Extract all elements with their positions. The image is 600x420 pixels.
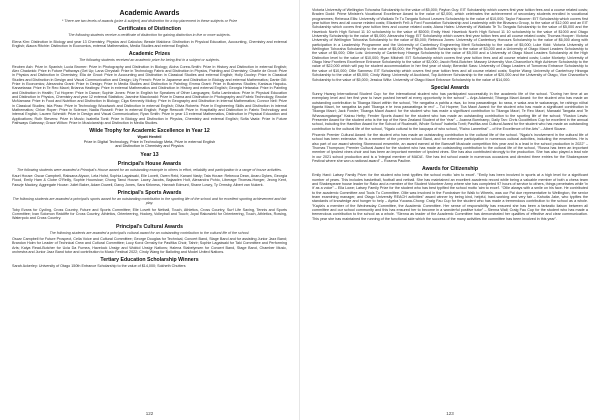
- awards-levels-note: * There are two levels of awards (prize & subject) and distinction for a top placement in these subjects or Prize: [61, 19, 238, 23]
- principals-cultural-text: Oscar Campbell for Future Prospect, Celia Voice and Cultural Committee; George Douglas for Technical, Concert Band, Stage Band and for assisting Junior Jazz Band; Brandon Holm for Leader of Technical Crew and Cultural Committee; Lucy Koroi Ormsby for Pasifika Choir, Tahrir; Sophie Lagaiwaki for Taki Committee and Performing Arts; Kaiya Read-Butcher for Ucia Da Fumea, Havelock Unsigr and Woktol Unsigr Nations; Halena Stabelynsen for Concert Band, Stage Band, Chamber Music, orchestra and Junior Jazz Band tutor and contribution to Music Festival 2022; Cindy Wang for Balloting and Model United Nations.: [12, 236, 287, 254]
- distinction-heading: Certificates of Distinction: [118, 26, 181, 33]
- page-number-right: 123: [446, 411, 454, 416]
- wilde-trophy-heading: Wilde Trophy for Academic Excellence in Year 12: [89, 128, 210, 135]
- wilde-trophy-winner: Wyatt Henfeil: [137, 135, 162, 140]
- principals-house-text: Kauri House: Oscar Campbell, Raksana Alyson, Lela Holst, Sophia Lagaiwaki, Elle Lovett, Owen Reid, Kanani Vasty; Tata House: Rebecca Dean, Anaru Dykes, Georgia Flood, Emily Ham & Clobe O'Reilly, Sophie Hounslow; Chong Tanui House: Lacey Jacobs, Bajaaden Holt, Alexandra Pohio, Liberage Thomas-Honger, Jeong Kent, Fawzje Mackey, Aggregate House: Juliet Baker, Adam Dowell, Darcy Jones, Sara Kirkness, Hannah Edmunt, Shane Lowry, Ty Ormsby, Albert van Nukerk.: [12, 173, 287, 187]
- distinction-text: Elena Kim: Distinction in Biology and year 13 Chemistry, Physics and Calculus; Bessie Maldonz: Distinction in Physical Education, Accounting, Chemistry and external English; Alaura Ritchie: Distinction in Economics, external Mathematics, Media Studies and external English.: [12, 39, 287, 48]
- principals-house-intro: The following students were awarded a Principal's House award for an outstanding example to others in effort, reliability and participation in a range of house activities.: [17, 167, 282, 172]
- tertiary-text: Sarah Ackerley: University of Otago 150th Entrance Scholarship to the value of $14,000; Sokheth Chutters: [12, 264, 186, 269]
- principals-cultural-heading: Principal's Cultural Awards: [116, 223, 183, 230]
- principals-house-heading: Principal's House Awards: [117, 160, 182, 167]
- special-awards-text: Sunny Hwang International Student Cup: for the international student who has participated successfully in the academic life of the school. "During her time at an exemplary level and her first year to have pushed herself at every opportunity in the school" – Anja Adamski; Tihanga Maori Award: for the student who has made an outstanding contribution to Tikanga Maori within the school, "He rangatira a pahita a riwa, ko inna pawaratinga: ko rawa, e waka ana te wakaranga, he rahingo nōhai tiganta Maori, he rangatira ka pahi Tikanga e te inna pawaratinga te reo" – Tui Hopere; Toa Maori Award: for the student who has made a significant contribution in Tikanga Maori; Jack Fowler; Tikanga Maori Award: for the student who has made a significant contribution to Tikanga Maori, Te Reo Maori, Manaaki Tangata and Te Whanaungatanga" Kairau Hefty; Fender Sports Award for the student who has made an outstanding contribution to the sporting life of the school; "Ruston Lewis: Presenter Award for the student who is the top of the New Zealand Student of the Year" – Joanna Burnhamp, Daily Tan: Chris Goodfellow Cup for excellent in the annual school, including the Hamilton Award for the School of Ruaimaiti, Whole School" Isabella Tonti; Pasifika and Cultural Award for the student who has made an outstanding contribution to the cultural life of the school, "Ngaio cultural to the kaupapa of who school, "Raino Laneetirai" – of the Excellence of the Arts" – Albert Sloane.: [312, 91, 588, 131]
- principals-sports-heading: Principal's Sports Awards: [117, 189, 182, 196]
- special-awards-text-2: Phoenix Premier Cultural Award: for the student who has made an outstanding contribution to the cultural life of the school. "Ngaio's involvement in the cultural life of school has been extensive. He is a member of the premier school Band, and for extensive participation in numerous cultural activities, including the ensembles. He is also part of our award winning Stonewood ensemble, an award earned at the Barnzaff Musicale competition this year and is a lead in the school production in 2022" – Thomas Thompson; Premier Cultural Award for the student who has made an outstanding contribution to the cultural life of the school, "Rosna has been an important member of Iprolest vines choir and has been an important member of Iprolest vines. She has also contributed strongly to the production. She has also played a lead role in our 2021 school production and is a 'integral member of MADA'. She has led school waste in numerous occasions and directed three entries for the Shakespeare Festival where she won a national award" – Rosena Pauline.: [312, 132, 588, 163]
- principals-cultural-intro: The following students are awarded a principal's cultural award for an outstanding contribution to the cultural life of the school.: [49, 230, 250, 235]
- page-number-left: 122: [145, 411, 154, 416]
- academic-prizes-heading: Academic Prizes: [128, 51, 171, 58]
- citizenship-awards-text: Emily Hard: Latsey Family Prize: for the student who best typifies the school motto 'aim to excel'. "Emily has been involved in sports at a high level for a significant number of years. This includes basketball, football and netball. She has maintained an excellent academic record while being a valuable member of both a chess team and Shakespeare house leader for Rako and a member of the Student Volunteer Army where she has completed 97 hours of service to others, things penetrates while 'in it' as a voice" – Ella Lowe; Latsey Family Prize for the student who has best typified the school motto 'aim to excel'. "Ollie always with a smile on his face. He contributed to the academic Committee and Tools Tu Committee. Ollie was involved in the Fundraiser for Walk to Wheels, was our Pai due representative to Wellington, the senior team examining manager, and Otago University REACH activities" award winner by being kind, helpful, hard-working and very fair – Kahutia Jake, who typifies the standards of knowledge and hunger to help – Ayeka Yuoana-Chong: Craig Fau Cup for the student who has made a tremendous contribution to the school as a whole. "Kayla's a member of the Wednesday Committee, the Academic Committee. Her sense of responsibility has ensured she has been a fantastic liaison between all committee and our school community and this has ensured her to become in a wonderful positive tutor" – Sienna Wall; Craig Fau Cup for the student who has made a tremendous contribution to the school as a whole. "Sienna as leader of the Academic Committee has demonstrated her qualities of effective and clear communication. This year she has maintained the running of the functional side which the success of the many activities the committee has been involved in this year".: [312, 173, 588, 221]
- wilde-trophy-line1: Prize in Digital Technology, Prize in Technology Meta, Prize in external English: [83, 139, 216, 144]
- principals-sports-text: Toby Evans for Cycling, Cross Country, Future and Sports Committee; Elle Lovett for Netball, Touch, Athletics, Cross Country, Surf Life Saving, Tennis and Sports Committee; Ivan Solomon Ratcliffe for Cross Country, Athletics, Orienteering, Hockey, Volleyball and Touch; Joyal Rakowieki for Orienteering, Touch, Athletics, Rowing, Waterpolo and Cross Country.: [12, 207, 287, 221]
- academic-prizes-text: Reuben Ash: Prize in Spanish; Lucia Bromer: Prize in Photography and Distinction in Biology; Aloha Corea-Smith: Prize in History and Distinction in external English; Alex Chadwick: Prize in Future Pathways (Get Up; Lana Chrystall: Prize in Technology Fabric and Distinction in Physics, Painting and Chemistry; Charlie de Groot: Prize in Physics and Distinction in Chemistry; Ella de Groot: Prize in Accounting and Distinction in Classical Studies and external English; Holly Dooley: Prize in Classical Studies and Distinction in Design and Visual Communication and Design; Lily French: Prize in Japanese and Distinction in Biology and external Mathematics; Dante Gill: Prize in Economics; Alexandra Grant: Prize in Design; Prize in Media Studies and Distinction in Painting; Emma Grant: Prize in Business Studies; Kaniaua Hapuku-Kanaetaraa: Prize in Te Reo Maori; Brianna Hastings: Prize in external Mathematics and Distinction in History and external English; Georgia Hetaraka: Prize in Painting and Distinction in Health; Tui Hopere: Prize in Dance; Sophie Jones: Prize in English for Speakers of Other Languages; Sofia Lambrakos: Prize in Physical Education and Distinction in Physics, Chemistry and year 12 external Statistics; Jasmine Macdonald: Prize in Drama and Distinction in Photography and Fabric Technology; Brooke McNamara: Prize in Food and Nutrition and Distinction in Biology; Ciga Kennedy Molloy: Prize in Geography and Distinction in internal Mathematics; Connor Neil: Prize in Classical Studies; Isla Pirau: Prize in Technology Woodwork and Distinction in external English; Olivia Roberts: Prize in Engineering Skills and Distinction in internal Mathematics; Chloe Roper: Prize in Science; Nadia Russell: Prize in external English; Paige Rewcott: Prize in Hospitality and Distinction in Fabric Technology and internal English; Lauren Schmidt: Prize in Design and Visual Communication; Ryan Smith: Prize in year 13 external Mathematics, Distinction in Physical Education and Applications; Ruth Stevens: Prize in Music; Isabella Tonti: Prize in Biology and Distinction in Physics, Chemistry and external English; Sofia Vaatz: Prize in Future Pathways Gateway; Grace Wilton: Prize in Musicianship and Distinction in Media Studies.: [12, 64, 287, 126]
- academic-prizes-intro: The following students received an academic prize for being first in a subject or subjects.: [79, 58, 220, 63]
- citizenship-awards-heading: Awards for Citizenship: [421, 166, 479, 173]
- scholarship-text: Victoria University of Wellington Tohoraha Scholarship to the value of $5,000; Payton Guy: EIT Scholarship which covers first year tuition fees and a course related costs; Braden Dodd: Prime Minister's Vocational Excellence Award to the value of $2,000, which celebrates the achievement of secondary students enrolled in vocational programmes; Rebecca Ellis: University of Waikato Te Tu Tangata School Leavers Scholarship to the value of $10,000; Taylor Falconer: EIT Scholarship which covers first year tuition fees and all course related costs; Elizabeth Fell: A Ford Foundation Scholarship and Leadership with the Bhavanu Group, to the value of $12,000 and an EIT Scholarship which covers first year tuition fees and course related costs; Alana Hales: University of Waikato Te Tu Tangata Scholarship to the value of $5,000 and the Havelock North High School 11 10 scholarship to the value of $5000; Emily Heal: Havelock North High School 11 10 scholarship to the value of $1000 and Otago University Scholarship to the value of $5,000; Alexandra Hogg: EIT Scholarship which covers first year tuition fees and all course related costs; Thomas Hooper: Victoria University of Wellington Tohoraha Scholarship to the value of $5,000; Rebecca Jones: University of Canterbury Honours Scholarship to the value of $6,000 along with participation in a Leadership Programme and the University of Canterbury Engineering Merit Scholarship to the value of $5,000; Luke Kidd: Victoria University of Wellington Tohoraha Scholarship to the value of $5,000; the Phyllis Sutcliffe Scholarship to the value of $3,000 and a University of Otago Maori Leaders Scholarship to the value of $5,000; Ollie Lois: University of Canterbury Hiranga Scholarship to the value of $5,000 and a University of Otago Maori Leaders Scholarship at the High Distinction level to the value of $10,000; Ryan Mitchell: EIT Scholarship which covers first year tuition fees and all course related costs; Locke Moriarty: University of Otago New Frontiers Excellence Entrance Scholarship to the value of $3,000; Jacob Reid-Butcher: Massey University Vice-Chancellor's High Achiever Scholarship to the value of $22,000 which will pay for student accommodation in her first year of study; Benedict Sass: University of Otago Leaders of Tomorrow Entrance Scholarship to the value of $10,000; Ollie Sanness: EIT Scholarship which covers first year tuition fees and all course related costs; Sophie Wang: University of Canterbury Hiranga Scholarship to the value of $5,000; Cindy Wang: University of Auckland, Top Achiever Scholarship to the value of $20,000 and the University of Otago, Vice Chancellor's Scholarship to the value of $5,000; Jessica Wiltz: University of Otago Maori Entrance Scholarship to the value of $14,000.: [312, 8, 588, 82]
- principals-sports-intro: The following students are awarded a principal's sports award for an outstanding contribution to the sporting life of the school and for excellent sporting achievement and fair play.: [12, 196, 287, 206]
- right-page: [300, 0, 600, 420]
- academic-awards-title: Academic Awards: [119, 10, 180, 17]
- wilde-trophy-line2: and Distinction in Chemistry and Physics: [115, 144, 184, 149]
- distinction-intro: The following students receive a certificate of distinction for gaining distinction in five or more subjects.: [68, 33, 231, 38]
- year-13-heading: Year 13: [140, 151, 159, 158]
- tertiary-heading: Tertiary Education Scholarship Winners: [100, 257, 199, 264]
- special-awards-heading: Special Awards: [430, 84, 470, 91]
